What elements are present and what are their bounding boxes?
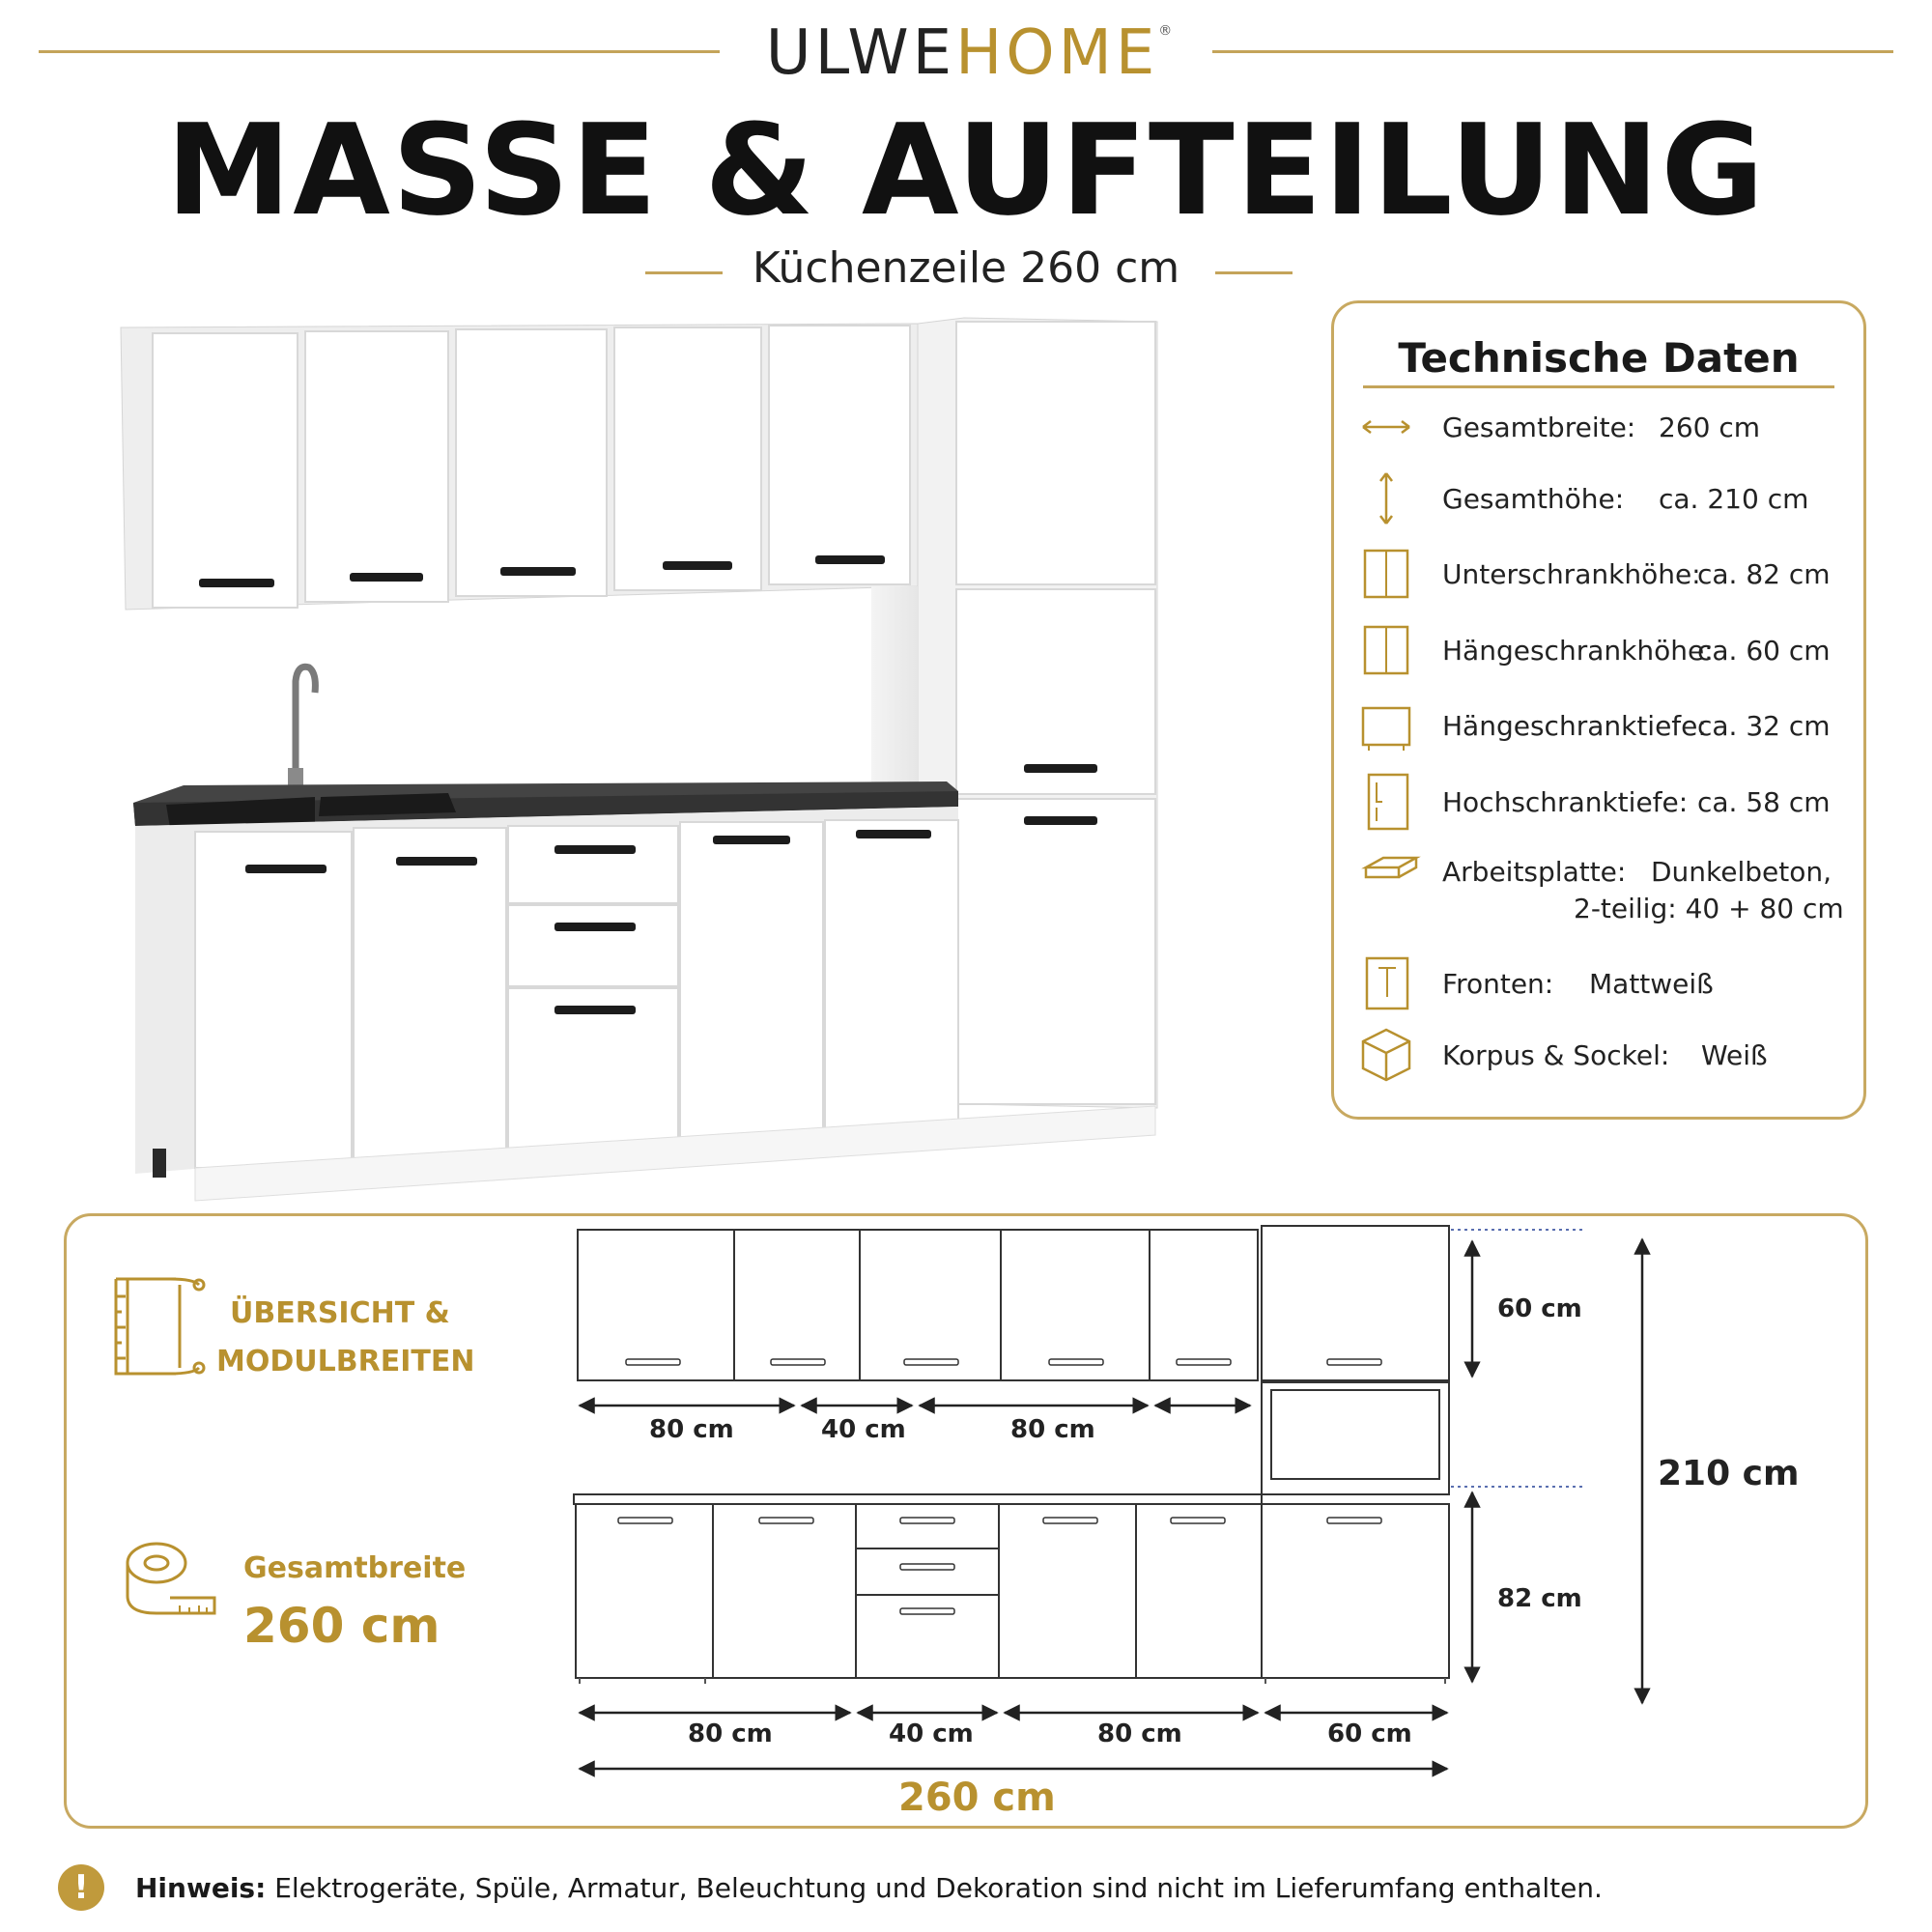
tech-data-rule [1363,385,1834,388]
front-icon [1357,954,1415,1012]
note-bold: Hinweis: [135,1872,267,1904]
width-arrows-icon [1357,398,1415,456]
kitchen-illustration [116,314,1179,1212]
wall-cabinet-depth-icon [1357,696,1415,754]
tech-value: ca. 210 cm [1659,483,1809,515]
lower-height: 82 cm [1497,1584,1582,1613]
header-rule-right [1212,50,1893,53]
gesamtbreite-label: Gesamtbreite [243,1551,467,1585]
overview-label-line2: MODULBREITEN [216,1345,475,1378]
tech-label: Hängeschrankhöhe: [1442,635,1714,667]
page-title: MASSE & AUFTEILUNG [165,97,1767,243]
worktop-icon [1357,842,1425,900]
total-width: 260 cm [898,1776,1056,1820]
note-text [135,1872,1603,1904]
tech-value: ca. 82 cm [1697,558,1831,590]
tech-data-heading: Technische Daten [1398,334,1800,382]
lower-width-4: 60 cm [1327,1719,1412,1748]
measuring-tape-icon [122,1538,218,1621]
tech-label: Arbeitsplatte: [1442,856,1627,888]
height-arrows-icon [1357,469,1415,527]
tech-label: Fronten: [1442,968,1554,1000]
ruler-page-icon [108,1273,209,1379]
upper-width-1: 80 cm [649,1415,734,1444]
upper-width-2: 40 cm [821,1415,906,1444]
tech-value: Weiß [1701,1039,1768,1071]
total-height: 210 cm [1658,1454,1800,1493]
tech-label: Gesamthöhe: [1442,483,1625,515]
note-body: Elektrogeräte, Spüle, Armatur, Beleuchtung und Dekoration sind nicht im Lieferumfang enthalten. [266,1872,1603,1904]
header-rule-left [39,50,720,53]
tech-label: Unterschrankhöhe: [1442,558,1701,590]
tech-value: Mattweiß [1589,968,1714,1000]
tech-value-2: 2-teilig: 40 + 80 cm [1574,893,1844,924]
tech-value: ca. 60 cm [1697,635,1831,667]
lower-width-3: 80 cm [1097,1719,1182,1748]
upper-width-3: 80 cm [1010,1415,1095,1444]
tall-cabinet-depth-icon [1357,767,1415,837]
tech-value: 260 cm [1659,412,1761,443]
tech-value: ca. 58 cm [1697,786,1831,818]
tech-label: Korpus & Sockel: [1442,1039,1670,1071]
base-cabinet-icon [1357,545,1415,603]
tech-value: ca. 32 cm [1697,710,1831,742]
tech-label: Gesamtbreite: [1442,412,1636,443]
warning-icon: ! [58,1864,104,1911]
tech-data-panel [1331,300,1866,1120]
cube-icon [1357,1026,1415,1084]
brand-logo: ULWEHOME® [765,17,1177,89]
tech-label: Hochschranktiefe: [1442,786,1689,818]
wall-cabinet-icon [1357,621,1415,679]
lower-width-1: 80 cm [688,1719,773,1748]
gesamtbreite-value: 260 cm [243,1598,440,1654]
tech-label: Hängeschranktiefe: [1442,710,1707,742]
lower-width-2: 40 cm [889,1719,974,1748]
tech-value: Dunkelbeton, [1651,856,1833,888]
page-subtitle: Küchenzeile 260 cm [752,243,1180,293]
upper-height: 60 cm [1497,1294,1582,1323]
overview-label-line1: ÜBERSICHT & [230,1296,450,1330]
